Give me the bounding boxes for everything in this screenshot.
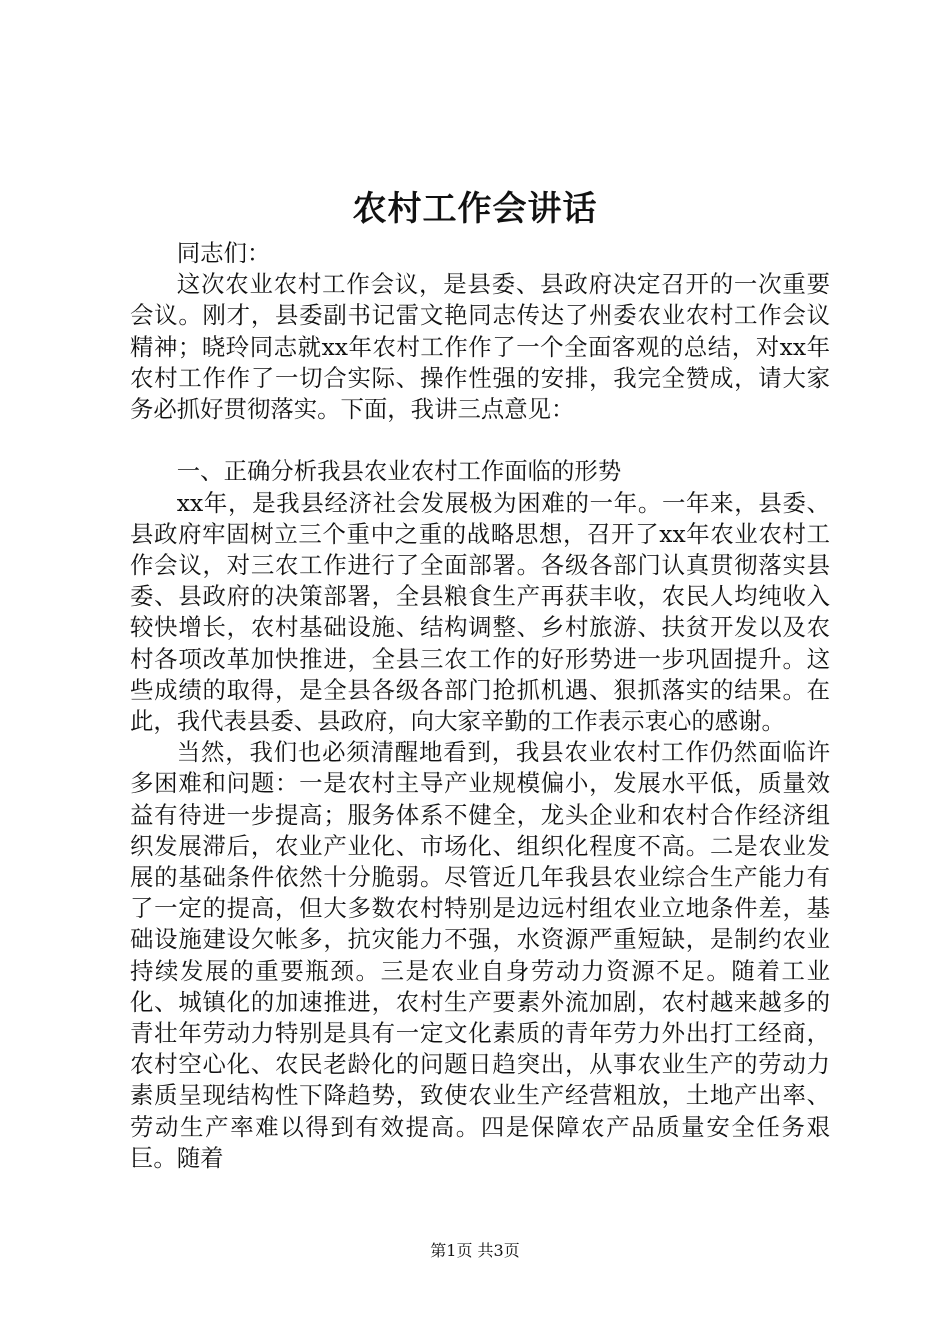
paragraph-intro: 这次农业农村工作会议，是县委、县政府决定召开的一次重要会议。刚才，县委副书记雷文艳同志传达了州委农业农村工作会议精神；晓玲同志就xx年农村工作作了一个全面客观的总结，对xx年农村工作作了一切合实际、操作性强的安排，我完全赞成，请大家务必抓好贯彻落实。下面，我讲三点意见： <box>130 270 830 424</box>
document-title: 农村工作会讲话 <box>352 189 598 229</box>
greeting: 同志们： <box>176 239 271 267</box>
paragraph-achievements: xx年，是我县经济社会发展极为困难的一年。一年来，县委、县政府牢固树立三个重中之重的战略思想，召开了xx年农业农村工作会议，对三农工作进行了全面部署。各级各部门认真贯彻落实县委、县政府的决策部署，全县粮食生产再获丰收，农民人均纯收入较快增长，农村基础设施、结构调整、乡村旅游、扶贫开发以及农村各项改革加快推进，全县三农工作的好形势进一步巩固提升。这些成绩的取得，是全县各级各部门抢抓机遇、狠抓落实的结果。在此，我代表县委、县政府，向大家辛勤的工作表示衷心的感谢。 <box>130 488 830 736</box>
paragraph-spacer <box>130 425 830 456</box>
page-number-footer: 第1页 共3页 <box>430 1241 520 1260</box>
paragraph-problems: 当然，我们也必须清醒地看到，我县农业农村工作仍然面临许多困难和问题：一是农村主导产业规模偏小，发展水平低，质量效益有待进一步提高；服务体系不健全，龙头企业和农村合作经济组织发展滞后，农业产业化、市场化、组织化程度不高。二是农业发展的基础条件依然十分脆弱。尽管近几年我县农业综合生产能力有了一定的提高，但大多数农村特别是边远村组农业立地条件差，基础设施建设欠帐多，抗灾能力不强，水资源严重短缺，是制约农业持续发展的重要瓶颈。三是农业自身劳动力资源不足。随着工业化、城镇化的加速推进，农村生产要素外流加剧，农村越来越多的青壮年劳动力特别是具有一定文化素质的青年劳力外出打工经商，农村空心化、农民老龄化的问题日趋突出，从事农业生产的劳动力素质呈现结构性下降趋势，致使农业生产经营粗放，土地产出率、劳动生产率难以得到有效提高。四是保障农产品质量安全任务艰巨。随着 <box>130 738 830 1172</box>
document-body <box>130 238 830 1174</box>
section-heading: 一、正确分析我县农业农村工作面临的形势 <box>176 457 622 486</box>
